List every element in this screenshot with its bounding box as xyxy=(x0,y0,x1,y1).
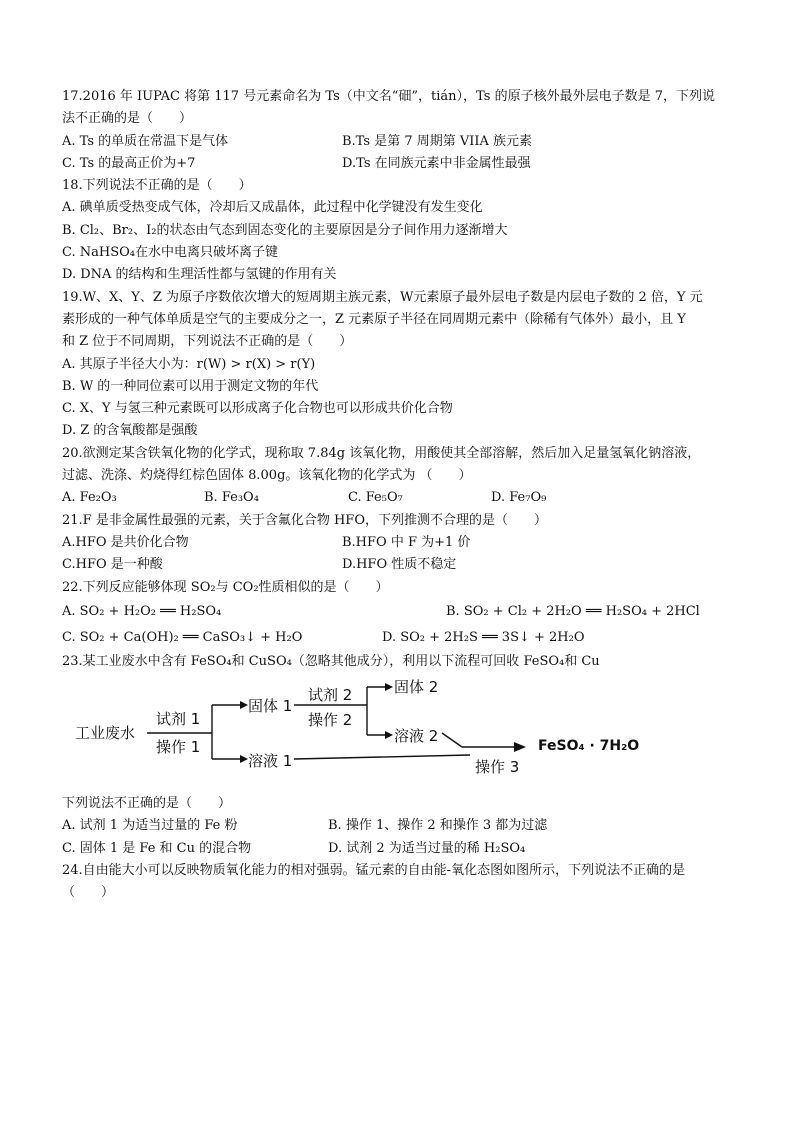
q19-stem-line-1: 19.W、X、Y、Z 为原子序数依次增大的短周期主族元素，W元素原子最外层电子数是内层电子数的 2 倍，Y 元 xyxy=(62,289,703,305)
q18-option-d: D. DNA 的结构和生理活性都与氢键的作用有关 xyxy=(62,267,337,283)
question-20 xyxy=(62,443,742,510)
arrowhead-solid2 xyxy=(385,683,393,691)
flow-op2-label: 操作 2 xyxy=(308,711,353,730)
q17-stem-line-1: 17.2016 年 IUPAC 将第 117 号元素命名为 Ts（中文名“鿬”，tián），Ts 的原子核外最外层电子数是 7，下列说 xyxy=(62,89,715,104)
q18-stem: 18.下列说法不正确的是（ ） xyxy=(62,178,252,194)
flow-op3-label: 操作 3 xyxy=(475,758,520,777)
q20-option-a: A. Fe₂O₃ xyxy=(62,490,117,506)
q24-stem-line-1: 24.自由能大小可以反映物质氧化能力的相对强弱。锰元素的自由能-氧化态图如图所示，下列说法不正确的是 xyxy=(62,863,686,879)
question-19 xyxy=(62,287,742,443)
q19-option-b: B. W 的一种同位素可以用于测定文物的年代 xyxy=(62,378,319,394)
q17-option-c: C. Ts 的最高正价为+7 xyxy=(62,155,196,171)
q21-option-b: B.HFO 中 F 为+1 价 xyxy=(342,534,471,550)
question-24 xyxy=(62,860,742,905)
q20-option-d: D. Fe₇O₉ xyxy=(491,490,547,506)
q19-option-c: C. X、Y 与氢三种元素既可以形成离子化合物也可以形成共价化合物 xyxy=(62,401,453,417)
q21-option-a: A.HFO 是共价化合物 xyxy=(62,534,189,550)
q17-option-b: B.Ts 是第 7 周期第 VIIA 族元素 xyxy=(342,133,533,149)
q22-option-c: C. SO₂ + Ca(OH)₂ ══ CaSO₃↓ + H₂O xyxy=(62,629,303,645)
process-flow-diagram xyxy=(62,678,742,789)
flow-line-solution2-out xyxy=(442,733,462,747)
q18-option-b: B. Cl₂、Br₂、I₂的状态由气态到固态变化的主要原因是分子间作用力逐渐增大 xyxy=(62,222,508,238)
q22-option-a: A. SO₂ + H₂O₂ ══ H₂SO₄ xyxy=(62,603,222,619)
q21-option-c: C.HFO 是一种酸 xyxy=(62,557,163,573)
q20-option-c: C. Fe₅O₇ xyxy=(348,490,403,506)
q24-stem-line-2: （ ） xyxy=(62,885,115,901)
q17-option-d: D.Ts 在同族元素中非金属性最强 xyxy=(342,155,531,171)
q23-option-b: B. 操作 1、操作 2 和操作 3 都为过滤 xyxy=(328,818,548,834)
exam-page xyxy=(62,86,742,905)
flow-line-solution1-out xyxy=(294,755,470,759)
q17-option-a: A. Ts 的单质在常温下是气体 xyxy=(62,133,229,149)
arrowhead-solution1 xyxy=(240,755,248,763)
q23-question: 下列说法不正确的是（ ） xyxy=(62,796,232,812)
q19-option-d: D. Z 的含氧酸都是强酸 xyxy=(62,423,198,439)
flow-reagent2-label: 试剂 2 xyxy=(308,686,353,705)
q20-option-b: B. Fe₃O₄ xyxy=(204,490,259,506)
q23-option-c: C. 固体 1 是 Fe 和 Cu 的混合物 xyxy=(62,840,252,856)
q22-stem: 22.下列反应能够体现 SO₂与 CO₂性质相似的是（ ） xyxy=(62,579,389,595)
flow-reagent1-label: 试剂 1 xyxy=(156,710,201,729)
arrowhead-solution2 xyxy=(385,731,393,739)
q18-option-a: A. 碘单质受热变成气体，冷却后又成晶体，此过程中化学键没有发生变化 xyxy=(62,200,483,216)
q18-option-c: C. NaHSO₄在水中电离只破坏离子键 xyxy=(62,245,278,261)
q20-stem-line-2: 过滤、洗涤、灼烧得红棕色固体 8.00g。该氧化物的化学式为 （ ） xyxy=(62,468,472,484)
question-21 xyxy=(62,510,742,577)
arrowhead-solid1 xyxy=(240,701,248,709)
q21-option-d: D.HFO 性质不稳定 xyxy=(342,557,457,573)
question-18 xyxy=(62,175,742,286)
flow-solid2-label: 固体 2 xyxy=(394,678,439,697)
flow-op1-label: 操作 1 xyxy=(156,738,201,757)
q22-option-d: D. SO₂ + 2H₂S ══ 3S↓ + 2H₂O xyxy=(382,629,585,645)
question-22 xyxy=(62,577,742,651)
q23-option-d: D. 试剂 2 为适当过量的稀 H₂SO₄ xyxy=(328,840,526,856)
flow-solid1-label: 固体 1 xyxy=(248,697,293,716)
q19-stem-line-3: 和 Z 位于不同周期，下列说法不正确的是（ ） xyxy=(62,334,353,350)
flow-solution1-label: 溶液 1 xyxy=(248,752,293,771)
q21-stem: 21.F 是非金属性最强的元素，关于含氟化合物 HFO，下列推测不合理的是（ ） xyxy=(62,512,547,528)
q19-stem-line-2: 素形成的一种气体单质是空气的主要成分之一，Z 元素原子半径在同周期元素中（除稀有气体外）最小，且 Y xyxy=(62,311,686,327)
flow-product-label: FeSO₄ · 7H₂O xyxy=(538,738,640,755)
q19-option-a: A. 其原子半径大小为：r(W) > r(X) > r(Y) xyxy=(62,356,316,372)
q20-stem-line-1: 20.欲测定某含铁氧化物的化学式，现称取 7.84g 该氧化物，用酸使其全部溶解，然后加入足量氢氧化钠溶液， xyxy=(62,445,701,461)
q23-option-a: A. 试剂 1 为适当过量的 Fe 粉 xyxy=(62,818,238,834)
flow-source-label: 工业废水 xyxy=(75,724,136,743)
q23-stem: 23.某工业废水中含有 FeSO₄和 CuSO₄（忽略其他成分），利用以下流程可回收 FeSO₄和 Cu xyxy=(62,653,600,669)
arrowhead-product xyxy=(514,742,526,752)
question-23 xyxy=(62,651,742,860)
q17-stem-line-2: 法不正确的是（ ） xyxy=(62,111,193,127)
question-17 xyxy=(62,86,742,175)
flow-solution2-label: 溶液 2 xyxy=(394,727,439,746)
q22-option-b: B. SO₂ + Cl₂ + 2H₂O ══ H₂SO₄ + 2HCl xyxy=(446,603,700,619)
